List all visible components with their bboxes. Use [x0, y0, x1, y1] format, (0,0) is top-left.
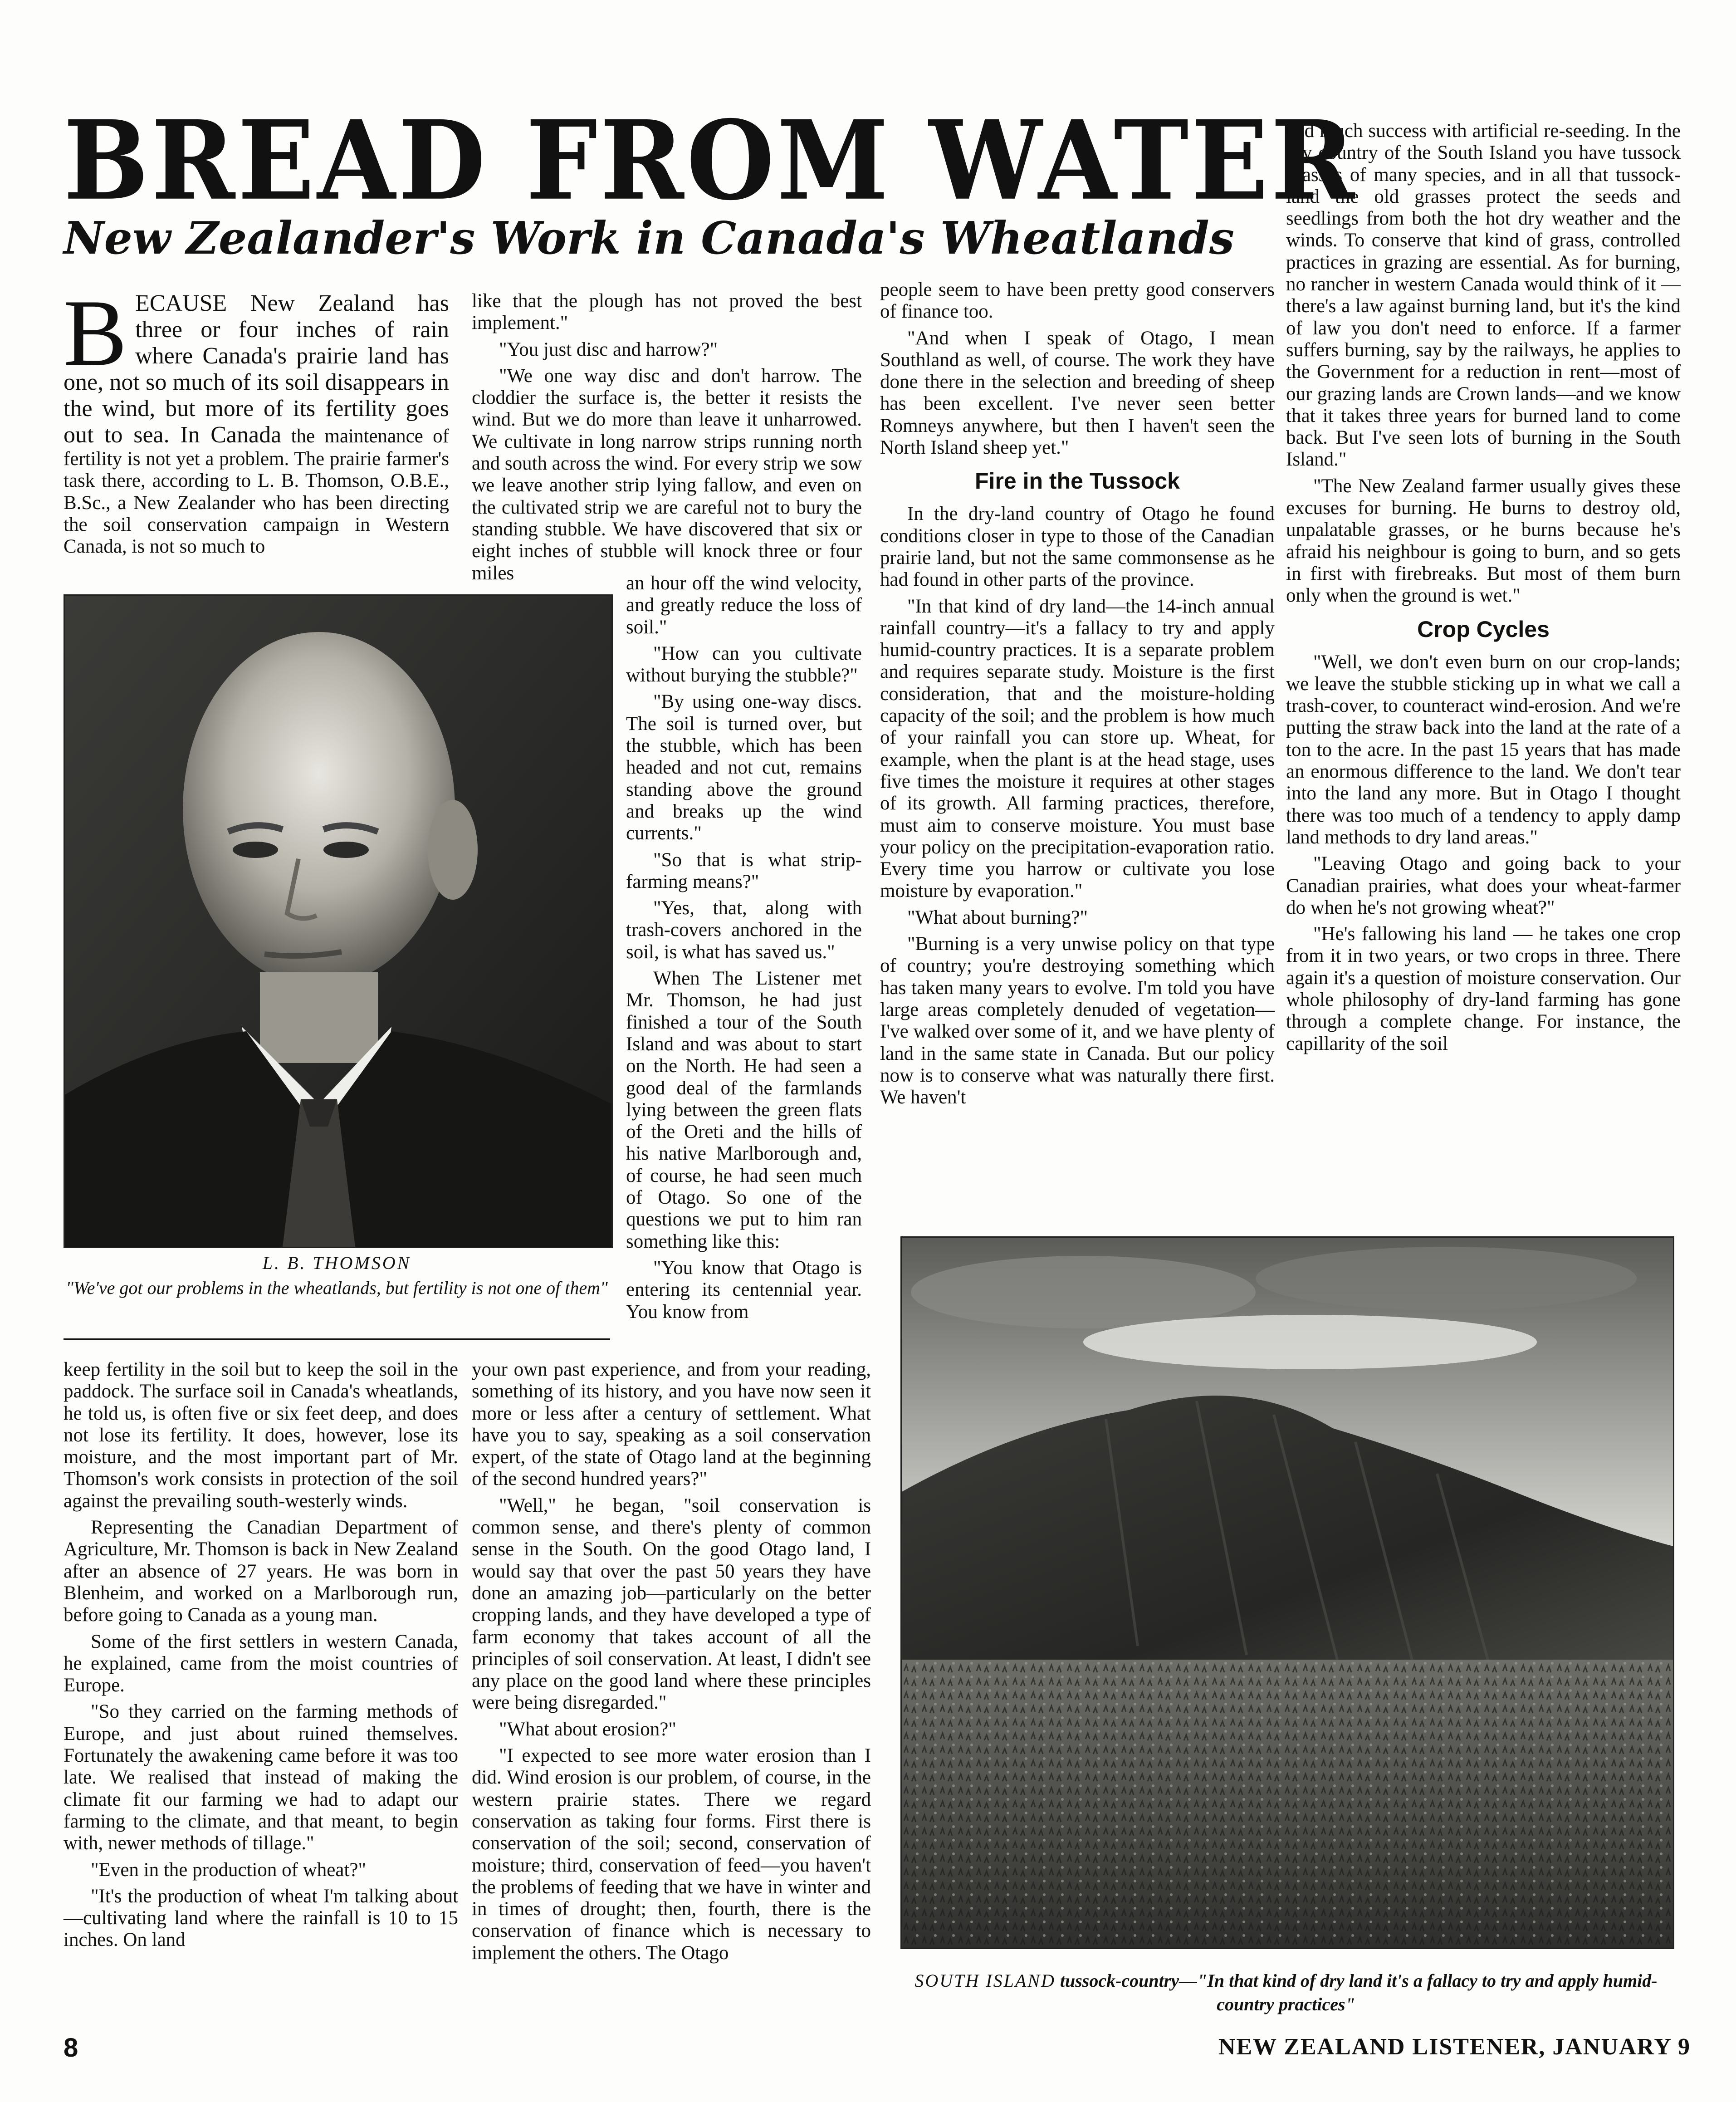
portrait-illustration — [65, 596, 611, 1247]
paragraph: an hour off the wind velocity, and greatly reduce the loss of soil." — [626, 573, 862, 638]
column-2-lower — [472, 1359, 871, 1994]
paragraph: "Well, we don't even burn on our crop-lands; we leave the stubble sticking up in what we call a trash-cover, to counteract wind-erosion. And we're putting the straw back into the land at the rate of a ton to the acre. In the past 15 years that has made an enormous difference to the land. We don't tear into the land any more. But in Otago I thought there was too much of a tendency to apply damp land methods to dry land areas." — [1286, 651, 1681, 848]
paragraph: "In that kind of dry land—the 14-inch annual rainfall country—it's a fallacy to try and apply humid-country practices. It is a separate problem and requires separate study. Moisture is the first consideration, that and the moisture-holding capacity of the soil; and the problem is how much of your rainfall you can store up. Wheat, for example, when the plant is at the head stage, uses five times the moisture it requires at other stages of its growth. All farming practices, therefore, must aim to conserve moisture. You must base your policy on the precipitation-evaporation ratio. Every time you harrow or cultivate you lose moisture by evaporation." — [880, 595, 1275, 902]
paragraph: "Even in the production of wheat?" — [91, 1859, 367, 1881]
drop-cap: B — [64, 280, 127, 386]
caption-rule — [64, 1338, 610, 1340]
column-2-top — [472, 290, 862, 584]
landscape-photo — [900, 1236, 1674, 1949]
paragraph: "Well," he began, "soil conservation is common sense, and there's plenty of common sense in the South. On the good Otago land, I would say that over the past 50 years they have done an amazing job—particularly on the better cropping lands, and they have developed a type of farm economy that takes account of all the principles of soil conservation. At least, I didn't see any place on the good land where these principles were being disregarded." — [472, 1494, 871, 1714]
landscape-caption-place: SOUTH ISLAND — [914, 1970, 1056, 1991]
portrait-photo — [64, 594, 613, 1248]
paragraph: "What about burning?" — [907, 906, 1088, 928]
paragraph: Representing the Canadian Department of Agriculture, Mr. Thomson is back in New Zealand after an absence of 27 years. He was born in Blenheim, and worked on a Marlborough run, before going to Canada as a young man. — [64, 1517, 458, 1626]
paragraph: people seem to have been pretty good conservers of finance too. — [880, 279, 1275, 323]
column-1-lower — [64, 1359, 458, 1994]
page-number: 8 — [64, 2033, 78, 2063]
publication-line: NEW ZEALAND LISTENER, JANUARY 9 — [1218, 2034, 1691, 2060]
paragraph: "Burning is a very unwise policy on that type of country; you're destroying something which has taken many years to evolve. I'm told you have large areas completely denuded of vegetation—I've walked over some of it, and we have plenty of land in the same state in Canada. But our policy now is to conserve what was naturally there first. We haven't — [880, 933, 1275, 1108]
paragraph: like that the plough has not proved the best implement." — [472, 290, 862, 334]
paragraph: had much success with artificial re-seeding. In the dry country of the South Island you have tussock grasses of many species, and in all that tussock-land the old grasses protect the seeds and seedlings from both the hot dry weather and the winds. To conserve that kind of grass, controlled practices in grazing are essential. As for burning, no rancher in western Canada would think of it — there's a law against burning land, but it's the kind of law you don't need to enforce. If a farmer suffers burning, say by the railways, he applies to the Government for a reduction in rent—most of our grazing lands are Crown lands—and we know that it takes three years for burned land to come back. But I've seen lots of burning in the South Island." — [1286, 120, 1681, 470]
paragraph: "I expected to see more water erosion than I did. Wind erosion is our problem, of course, in the western prairie states. There we regard conservation as taking four forms. First there is conservation of the soil; second, conservation of moisture; third, conservation of feed—you haven't the problems of feeding that we have in winter and in times of drought; then, fourth, there is the conservation of finance which is necessary to implement the others. The Otago — [472, 1745, 871, 1964]
section-heading-crop-cycles: Crop Cycles — [1417, 616, 1550, 642]
portrait-caption-name: L. B. THOMSON — [262, 1253, 411, 1273]
landscape-caption-text: tussock-country—"In that kind of dry land it's a fallacy to try and apply humid-country practices" — [1055, 1970, 1658, 2014]
paragraph: "And when I speak of Otago, I mean Southland as well, of course. The work they have done there in the selection and breeding of sheep has been excellent. I've never seen better Romneys anywhere, but then I haven't seen the North Island sheep yet." — [880, 327, 1275, 459]
column-3 — [880, 279, 1275, 1232]
paragraph: "By using one-way discs. The soil is turned over, but the stubble, which has been headed and not cut, remains standing above the ground and breaks up the wind currents." — [626, 691, 862, 844]
paragraph: "It's the production of wheat I'm talking about—cultivating land where the rainfall is 10 to 15 inches. On land — [64, 1885, 458, 1951]
paragraph: "How can you cultivate without burying the stubble?" — [626, 642, 862, 686]
paragraph: "We one way disc and don't harrow. The cloddier the surface is, the better it resists the wind. But we do more than leave it unharrowed. We cultivate in long narrow strips running north and south across the wind. For every strip we sow we leave another strip lying fallow, and even on the cultivated strip we are careful not to bury the standing stubble. We have discovered that six or eight inches of stubble will knock three or four miles — [472, 365, 862, 584]
paragraph: "So they carried on the farming methods of Europe, and just about ruined themselves. Fortunately the awakening came before it was too late. We realised that instead of making the climate fit our farming we had to adapt our farming to the climate, and that meant, to begin with, newer methods of tillage." — [64, 1701, 458, 1854]
headline: BREAD FROM WATER — [64, 97, 1358, 225]
landscape-caption — [889, 1969, 1683, 2016]
intro-paragraph — [64, 280, 449, 558]
intro-lead: ECAUSE New Zealand has three or four inches of rain where Canada's prairie land has one, not so much of its soil disappears in the wind, but more of its fertility goes out to sea. In Canada — [64, 290, 449, 448]
paragraph: When The Listener met Mr. Thomson, he had just finished a tour of the South Island and was about to start on the North. He had seen a good deal of the farmlands lying between the green flats of the Oreti and the hills of his native Marlborough and, of course, he had seen much of Otago. So one of the questions we put to him ran something like this: — [626, 968, 862, 1252]
paragraph: "Leaving Otago and going back to your Canadian prairies, what does your wheat-farmer do when he's not growing wheat?" — [1286, 853, 1681, 918]
intro-rest: the maintenance of fertility is not yet a problem. The prairie farmer's task there, according to L. B. Thomson, O.B.E., B.Sc., a New Zealander who has been directing the soil conservation campaign in Western Canada, is not so much to — [64, 426, 449, 558]
paragraph: "The New Zealand farmer usually gives these excuses for burning. He burns to destroy old, unpalatable grasses, or he burns because he's afraid his neighbour is going to burn, and so gets in first with firebreaks. But most of them burn only when the ground is wet." — [1286, 475, 1681, 607]
paragraph: Some of the first settlers in western Canada, he explained, came from the moist countries of Europe. — [64, 1631, 458, 1696]
column-2-narrow — [626, 573, 862, 1353]
paragraph: "You know that Otago is entering its centennial year. You know from — [626, 1257, 862, 1323]
portrait-caption-quote: "We've got our problems in the wheatlands, but fertility is not one of them" — [66, 1278, 608, 1298]
paragraph: your own past experience, and from your reading, something of its history, and you have now seen it more or less after a century of settlement. What have you to say, speaking as a soil conservation expert, of the state of Otago land at the beginning of the second hundred years?" — [472, 1359, 871, 1490]
column-4 — [1286, 120, 1681, 1232]
paragraph: "He's fallowing his land — he takes one crop from it in two years, or two crops in three. There again it's a question of moisture conservation. Our whole philosophy of dry-land farming has gone through a complete change. For instance, the capillarity of the soil — [1286, 923, 1681, 1054]
paragraph: In the dry-land country of Otago he found conditions closer in type to those of the Canadian prairie land, but not the same commonsense as he had found in other parts of the province. — [880, 503, 1275, 591]
paragraph: "You just disc and harrow?" — [499, 338, 718, 360]
landscape-illustration — [902, 1238, 1673, 1948]
paragraph: "So that is what strip-farming means?" — [626, 849, 862, 892]
paragraph: keep fertility in the soil but to keep the soil in the paddock. The surface soil in Canada's wheatlands, he told us, is often five or six feet deep, and does not lose its fertility. It does, however, lose its moisture, and the most important part of Mr. Thomson's work consists in protection of the soil against the prevailing south-westerly winds. — [64, 1359, 458, 1512]
subheadline: New Zealander's Work in Canada's Wheatlands — [64, 212, 1234, 265]
section-heading-fire: Fire in the Tussock — [975, 468, 1180, 494]
intro-column — [64, 280, 449, 572]
paragraph: "What about erosion?" — [499, 1718, 676, 1740]
paragraph: "Yes, that, along with trash-covers anchored in the soil, is what has saved us." — [626, 897, 862, 963]
